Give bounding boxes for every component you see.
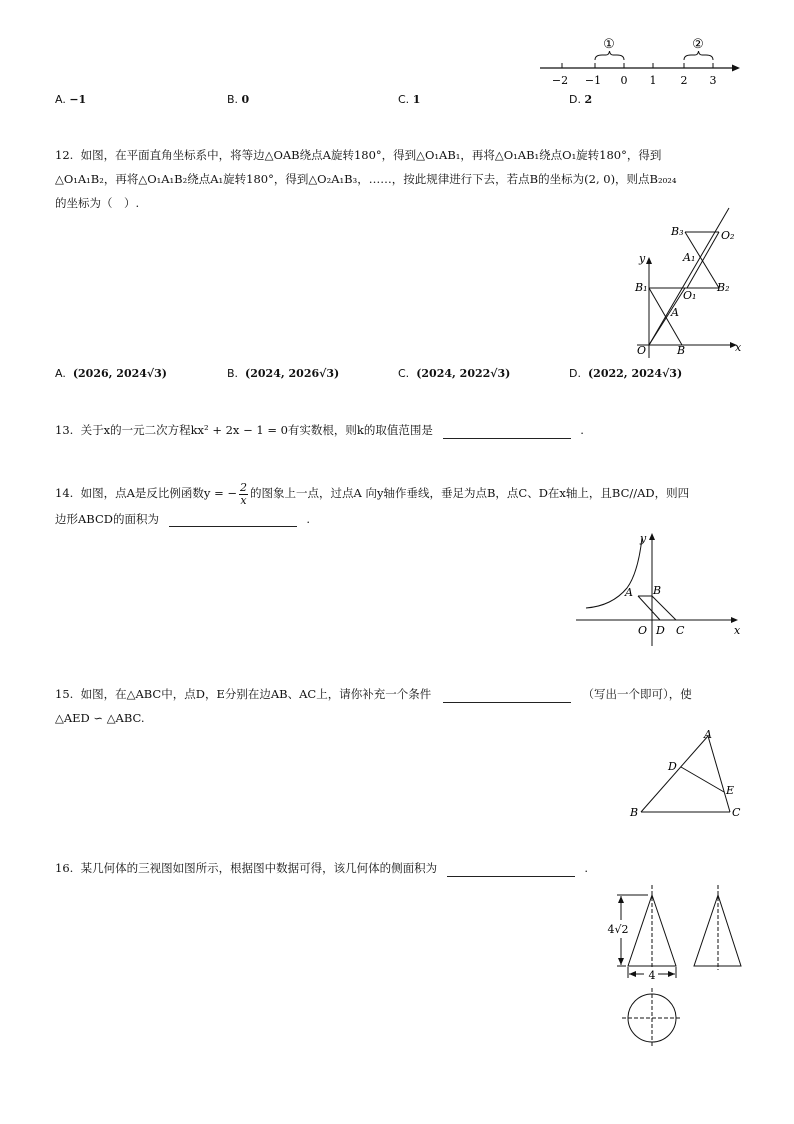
- q11-option-b[interactable]: B. 0: [227, 93, 250, 106]
- q11-tick-label: 1: [649, 74, 657, 87]
- q15-label-c: C: [732, 806, 741, 819]
- q11-tick-label: 0: [620, 74, 628, 87]
- q12-label-o: O: [637, 344, 647, 357]
- q15-line-2: △AED ∽ △ABC.: [55, 711, 145, 725]
- q13-number: 13.: [55, 423, 74, 437]
- q11-number-line: [530, 30, 750, 90]
- q14-label-y: y: [640, 532, 647, 545]
- q11-mark-1: ①: [603, 37, 615, 52]
- q12-line-2: △O₁A₁B₂，再将△O₁A₁B₂绕点A₁旋转180°，得到△O₂A₁B₃，……，按此规律进行下去，若点B的坐标为(2, 0)，则点B₂₀₂₄: [55, 172, 677, 186]
- q16-width-label: 4: [648, 969, 656, 982]
- q14-answer-blank[interactable]: [169, 512, 297, 527]
- q12-figure: [625, 200, 755, 362]
- q12-label-b1: B₁: [635, 281, 648, 294]
- q15-label-d: D: [668, 760, 677, 773]
- q12-label-x: x: [735, 341, 742, 354]
- q11-tick-label: 2: [680, 74, 688, 87]
- q13-answer-blank[interactable]: [443, 424, 571, 439]
- q16-stem: 16. 某几何体的三视图如图所示，根据图中数据可得，该几何体的侧面积为 .: [55, 861, 589, 875]
- q14-label-o: O: [638, 624, 648, 637]
- q14-number: 14.: [55, 486, 74, 500]
- q12-label-a1: A₁: [683, 251, 696, 264]
- q15-answer-blank[interactable]: [443, 688, 571, 703]
- q15-figure: [625, 724, 750, 824]
- q12-option-d[interactable]: D. (2022, 2024√3): [569, 367, 683, 380]
- q11-option-c[interactable]: C. 1: [398, 93, 421, 106]
- q12-line-3: 的坐标为（ ）.: [55, 196, 140, 210]
- q11-tick-label: 3: [709, 74, 717, 87]
- q11-tick-label: −2: [551, 74, 569, 87]
- q12-label-b2: B₂: [717, 281, 730, 294]
- q14-fraction: $\frac{2}{x}$: [240, 480, 247, 507]
- q12-label-b: B: [677, 344, 686, 357]
- q16-answer-blank[interactable]: [447, 862, 575, 877]
- q11-option-d[interactable]: D. 2: [569, 93, 593, 106]
- q12-label-a: A: [671, 306, 679, 319]
- q15-line-1: 15. 如图，在△ABC中，点D，E分别在边AB、AC上，请你补充一个条件 （写出一个即可），使: [55, 687, 692, 701]
- q14-label-a: A: [625, 586, 633, 599]
- q14-stem: [55, 480, 745, 531]
- q12-label-b3: B₃: [671, 225, 684, 238]
- q12-option-b[interactable]: B. (2024, 2026√3): [227, 367, 340, 380]
- q14-label-x: x: [734, 624, 741, 637]
- q12-label-o2: O₂: [721, 229, 735, 242]
- q14-figure: [572, 528, 750, 648]
- q12-line-1: 12. 如图，在平面直角坐标系中，将等边△OAB绕点A旋转180°，得到△O₁AB₁，再将△O₁AB₁绕点O₁旋转180°，得到: [55, 148, 662, 162]
- q14-label-d: D: [656, 624, 665, 637]
- q12-option-a[interactable]: A. (2026, 2024√3): [55, 367, 168, 380]
- q12-number: 12.: [55, 148, 74, 162]
- q14-line-2: 边形ABCD的面积为 .: [55, 511, 310, 526]
- q11-mark-2: ②: [692, 37, 704, 52]
- q16-height-label: 4√2: [607, 923, 629, 936]
- q15-number: 15.: [55, 687, 74, 701]
- q16-number: 16.: [55, 861, 74, 875]
- q15-stem: [55, 682, 745, 730]
- q12-label-o1: O₁: [683, 289, 697, 302]
- q11-option-a[interactable]: A. −1: [55, 93, 87, 106]
- q13-stem: 13. 关于x的一元二次方程kx² + 2x − 1 = 0有实数根，则k的取值范围是 .: [55, 423, 584, 437]
- q14-line-1: 14. 如图，点A是反比例函数y = − $\frac{2}{x}$ 的图象上一点，过点A 向y轴作垂线，垂足为点B，点C、D在x轴上，且BC//AD，则四: [55, 480, 690, 507]
- q12-label-y: y: [639, 252, 646, 265]
- q12-option-c[interactable]: C. (2024, 2022√3): [398, 367, 511, 380]
- q15-label-a: A: [704, 728, 712, 741]
- q11-tick-label: −1: [584, 74, 602, 87]
- q15-label-b: B: [630, 806, 639, 819]
- q14-label-b: B: [653, 584, 662, 597]
- q14-label-c: C: [676, 624, 685, 637]
- q16-three-view-figure: [598, 880, 750, 1050]
- q15-label-e: E: [726, 784, 735, 797]
